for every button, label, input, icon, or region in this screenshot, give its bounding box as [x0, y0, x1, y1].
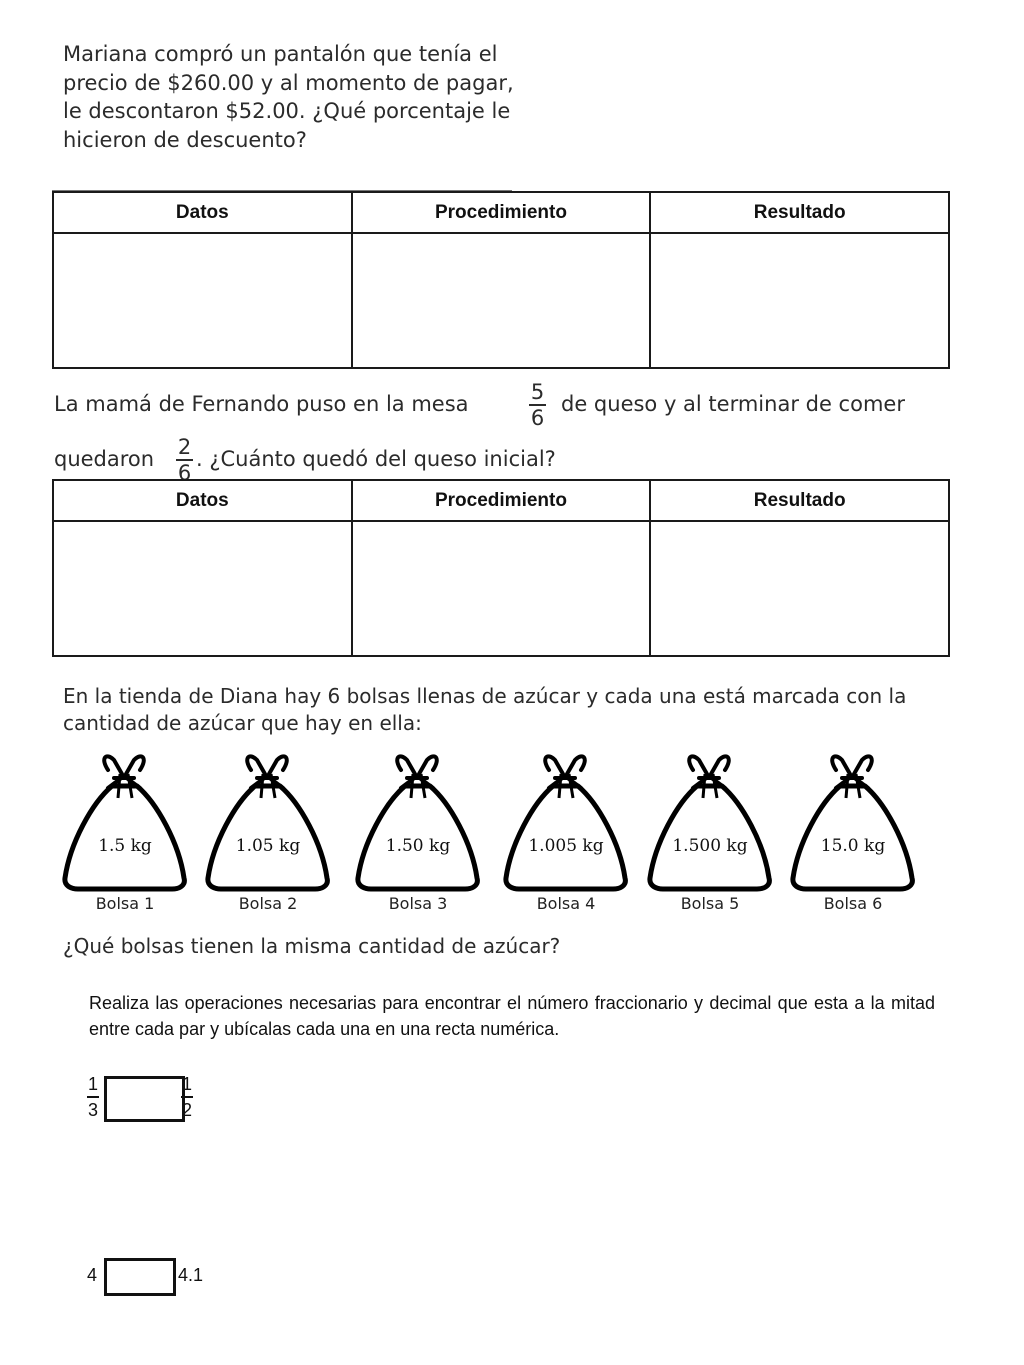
fraction-bar: [181, 1096, 193, 1098]
bag-weight-label: 1.005 kg: [528, 836, 604, 856]
midpoint-answer-box-1[interactable]: [104, 1076, 185, 1122]
sugar-bag-icon: [205, 748, 331, 893]
fraction-five-sixths: [529, 381, 546, 429]
bag-name-label: Bolsa 6: [823, 894, 883, 913]
bag-weight-label: 1.50 kg: [385, 836, 451, 856]
fraction-denominator: 6: [530, 406, 545, 430]
header-procedimiento: Procedimiento: [352, 480, 651, 521]
sugar-bag-icon: [503, 748, 629, 893]
fraction-numerator: 1: [87, 1074, 98, 1094]
answer-cell-procedimiento[interactable]: [352, 521, 651, 656]
bag-name-label: Bolsa 2: [238, 894, 298, 913]
answer-cell-resultado[interactable]: [650, 233, 949, 368]
answer-cell-datos[interactable]: [53, 521, 352, 656]
problem-2-line-1: [54, 392, 469, 416]
bag-weight-label: 15.0 kg: [820, 836, 886, 856]
header-datos: Datos: [53, 480, 352, 521]
answer-table-1: [52, 191, 950, 369]
number-four-point-one: 4.1: [178, 1265, 204, 1285]
answer-table-2: [52, 479, 950, 657]
fraction-numerator: 5: [530, 380, 545, 404]
sugar-bag: [355, 748, 481, 918]
problem-4-instructions: Realiza las operaciones necesarias para encontrar el número fraccionario y decimal que esta a la mitad entre cada par y ubícalas cada una en una recta numérica.: [89, 993, 935, 1039]
problem-3-question: ¿Qué bolsas tienen la misma cantidad de azúcar?: [63, 934, 561, 958]
fraction-one-half: [181, 1074, 193, 1120]
sugar-bag: [503, 748, 629, 918]
bag-name-label: Bolsa 4: [536, 894, 596, 913]
sugar-bag: [790, 748, 916, 918]
fraction-denominator: 3: [87, 1099, 98, 1120]
problem-2-text-line2: quedaron: [54, 447, 155, 471]
fraction-two-sixths: [176, 436, 193, 484]
sugar-bag-icon: [62, 748, 188, 893]
bag-weight-label: 1.5 kg: [98, 836, 152, 856]
header-resultado: Resultado: [650, 480, 949, 521]
problem-2-text-middle: de queso y al terminar de comer: [561, 392, 905, 416]
problem-2-text-start: La mamá de Fernando puso en la mesa: [54, 392, 469, 416]
bag-weight-label: 1.500 kg: [672, 836, 748, 856]
answer-cell-datos[interactable]: [53, 233, 352, 368]
sugar-bag: [62, 748, 188, 918]
sugar-bag-icon: [355, 748, 481, 893]
problem-3-text: En la tienda de Diana hay 6 bolsas llenas de azúcar y cada una está marcada con la cantidad de azúcar que hay en ella:: [63, 684, 907, 735]
fraction-numerator: 2: [177, 435, 192, 459]
header-resultado: Resultado: [650, 192, 949, 233]
sugar-bag-icon: [647, 748, 773, 893]
answer-cell-procedimiento[interactable]: [352, 233, 651, 368]
fraction-denominator: 6: [177, 461, 192, 485]
problem-2-text-end: . ¿Cuánto quedó del queso inicial?: [196, 447, 556, 471]
answer-cell-resultado[interactable]: [650, 521, 949, 656]
fraction-one-third: [87, 1074, 99, 1120]
header-datos: Datos: [53, 192, 352, 233]
bag-weight-label: 1.05 kg: [235, 836, 301, 856]
fraction-denominator: 2: [181, 1099, 192, 1120]
fraction-bar: [87, 1096, 99, 1098]
fraction-numerator: 1: [181, 1074, 192, 1094]
problem-1-text: Mariana compró un pantalón que tenía el precio de $260.00 y al momento de pagar, le descontaron $52.00. ¿Qué porcentaje le hicieron de descuento?: [63, 42, 514, 152]
bag-name-label: Bolsa 3: [388, 894, 448, 913]
bag-name-label: Bolsa 5: [680, 894, 740, 913]
bag-name-label: Bolsa 1: [95, 894, 155, 913]
number-four: 4: [87, 1265, 98, 1285]
sugar-bag-icon: [790, 748, 916, 893]
sugar-bag: [647, 748, 773, 918]
header-procedimiento: Procedimiento: [352, 192, 651, 233]
sugar-bag: [205, 748, 331, 918]
midpoint-answer-box-2[interactable]: [104, 1258, 176, 1296]
